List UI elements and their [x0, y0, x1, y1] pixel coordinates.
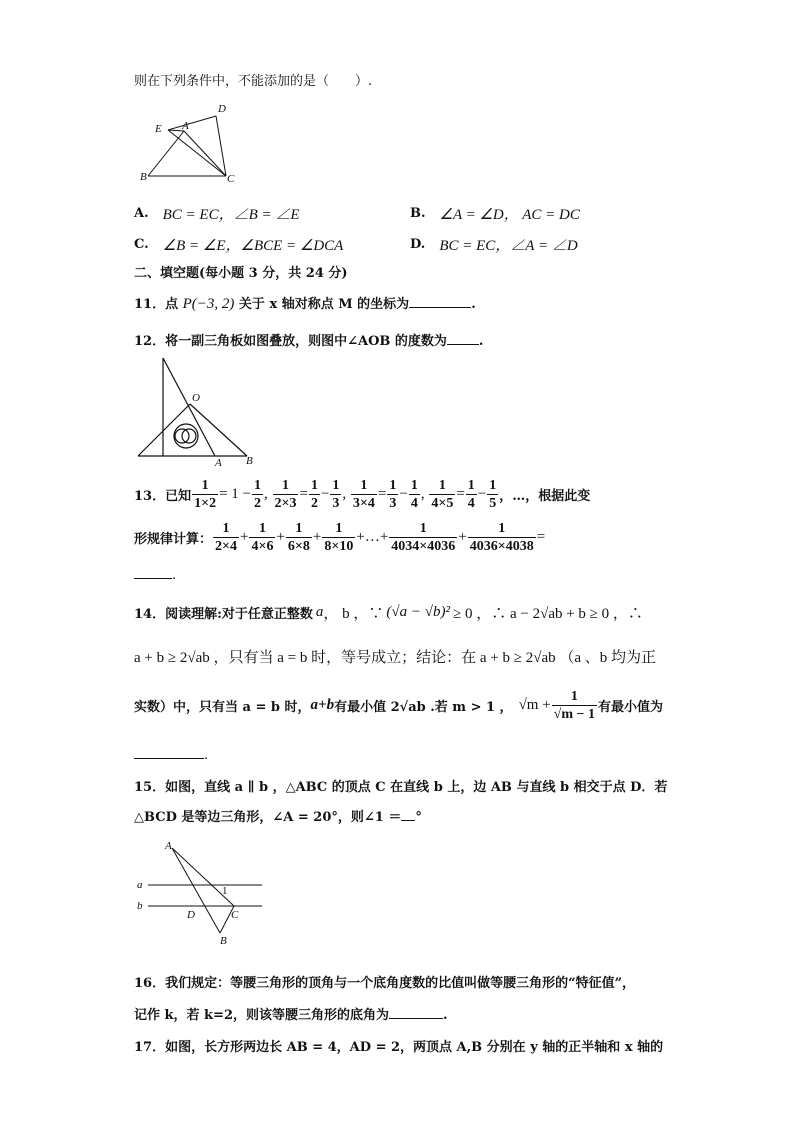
q10-stem: 则在下列条件中，不能添加的是（ ）. [134, 74, 373, 89]
fig-label-a: A [165, 840, 172, 852]
question-17-line1: 17．如图，长方形两边长 AB = 4，AD = 2，两顶点 A,B 分别在 y 轴的正半轴和 x 轴的 [134, 1040, 664, 1055]
q10-option-d[interactable]: D. BC = EC，∠A = ∠D [410, 237, 578, 254]
answer-blank[interactable] [134, 566, 172, 579]
question-14-line1: 14．阅读理解:对于任意正整数 a ， b ，∵ (√a − √b)² ≥ 0 ，∴ a − 2√ab + b ≥ 0 ，∴ [134, 604, 643, 622]
question-16-line2: 记作 k，若 k=2，则该等腰三角形的底角为 . [134, 1008, 448, 1023]
answer-blank[interactable] [401, 808, 415, 821]
question-12: 12．将一副三角板如图叠放，则图中∠AOB 的度数为 . [134, 334, 484, 349]
question-15-line2: △BCD 是等边三角形，∠A = 20°，则∠1 ＝ ° [134, 810, 422, 825]
q15-parallel-lines-figure [134, 836, 269, 948]
question-13-answer: . [134, 566, 176, 583]
fig-label-b: B [140, 171, 147, 183]
fig-label-b: B [246, 455, 253, 467]
fig-label-a: A [215, 457, 222, 468]
question-16-line1: 16．我们规定：等腰三角形的顶角与一个底角度数的比值叫做等腰三角形的“特征值”， [134, 976, 636, 991]
question-14-line3: 实数）中，只有当 a = b 时， a+b 有最小值 2√ab .若 m > 1 ， √m + $\frac{1}{√m - 1}$ 有最小值为 [134, 689, 664, 722]
fig-label-c: C [227, 173, 235, 185]
fig-label-d: D [187, 909, 195, 921]
fig-label-a: A [182, 120, 189, 132]
q10-triangle-figure [138, 100, 248, 188]
fig-label-line-a: a [137, 879, 143, 891]
answer-blank[interactable] [409, 295, 471, 308]
section-heading: 二、填空题(每小题 3 分，共 24 分) [134, 266, 348, 281]
q10-option-b[interactable]: B. ∠A = ∠D， AC = DC [410, 206, 580, 223]
q12-set-square-figure [135, 352, 260, 468]
fig-label-c: C [231, 909, 239, 921]
fig-label-e: E [155, 123, 162, 135]
q10-option-c[interactable]: C. ∠B = ∠E，∠BCE = ∠DCA [134, 237, 344, 254]
fig-label-o: O [192, 392, 200, 404]
question-13-line1: 13．已知 $\frac{1}{1\times 2}$ = 1 − $\frac{1}{2}$ , $\frac{1}{2\times 3}$ = $\frac{1}{2}$ − $\frac{1}{3}$ , $\frac{1}{3\times 4}$ = $\frac{1}{3}$ − $\frac{1}{4}$ , $\frac{1}{4\times 5}$ = $\frac{1}{4}$ − $\frac{1}{5}$ ，…，根据此变 [134, 478, 591, 511]
fig-label-b: B [220, 935, 227, 947]
question-14-line2: a + b ≥ 2√ab ，只有当 a = b 时，等号成立；结论：在 a + b ≥ 2√ab （a 、b 均为正 [134, 650, 657, 666]
answer-blank[interactable] [389, 1006, 443, 1019]
q10-option-a[interactable]: A. BC = EC，∠B = ∠E [134, 206, 300, 223]
answer-blank[interactable] [134, 746, 204, 759]
fig-label-d: D [218, 103, 226, 115]
question-14-answer: . [134, 746, 208, 763]
question-15-line1: 15．如图，直线 a ∥ b ，△ABC 的顶点 C 在直线 b 上，边 AB 与直线 b 相交于点 D．若 [134, 780, 668, 795]
fig-label-angle-1: 1 [222, 885, 228, 897]
question-13-line2: 形规律计算： $\frac{1}{2\times 4}$ + $\frac{1}{4\times 6}$ + $\frac{1}{6\times 8}$ + $\frac{1}{8\times 10}$ +…+ $\frac{1}{4034\times 4036}$ + $\frac{1}{4036\times 4038}$ = [134, 521, 546, 554]
answer-blank[interactable] [447, 332, 479, 345]
question-11: 11．点 P(−3, 2) 关于 x 轴对称点 M 的坐标为 . [134, 296, 476, 312]
fig-label-line-b: b [137, 900, 143, 912]
